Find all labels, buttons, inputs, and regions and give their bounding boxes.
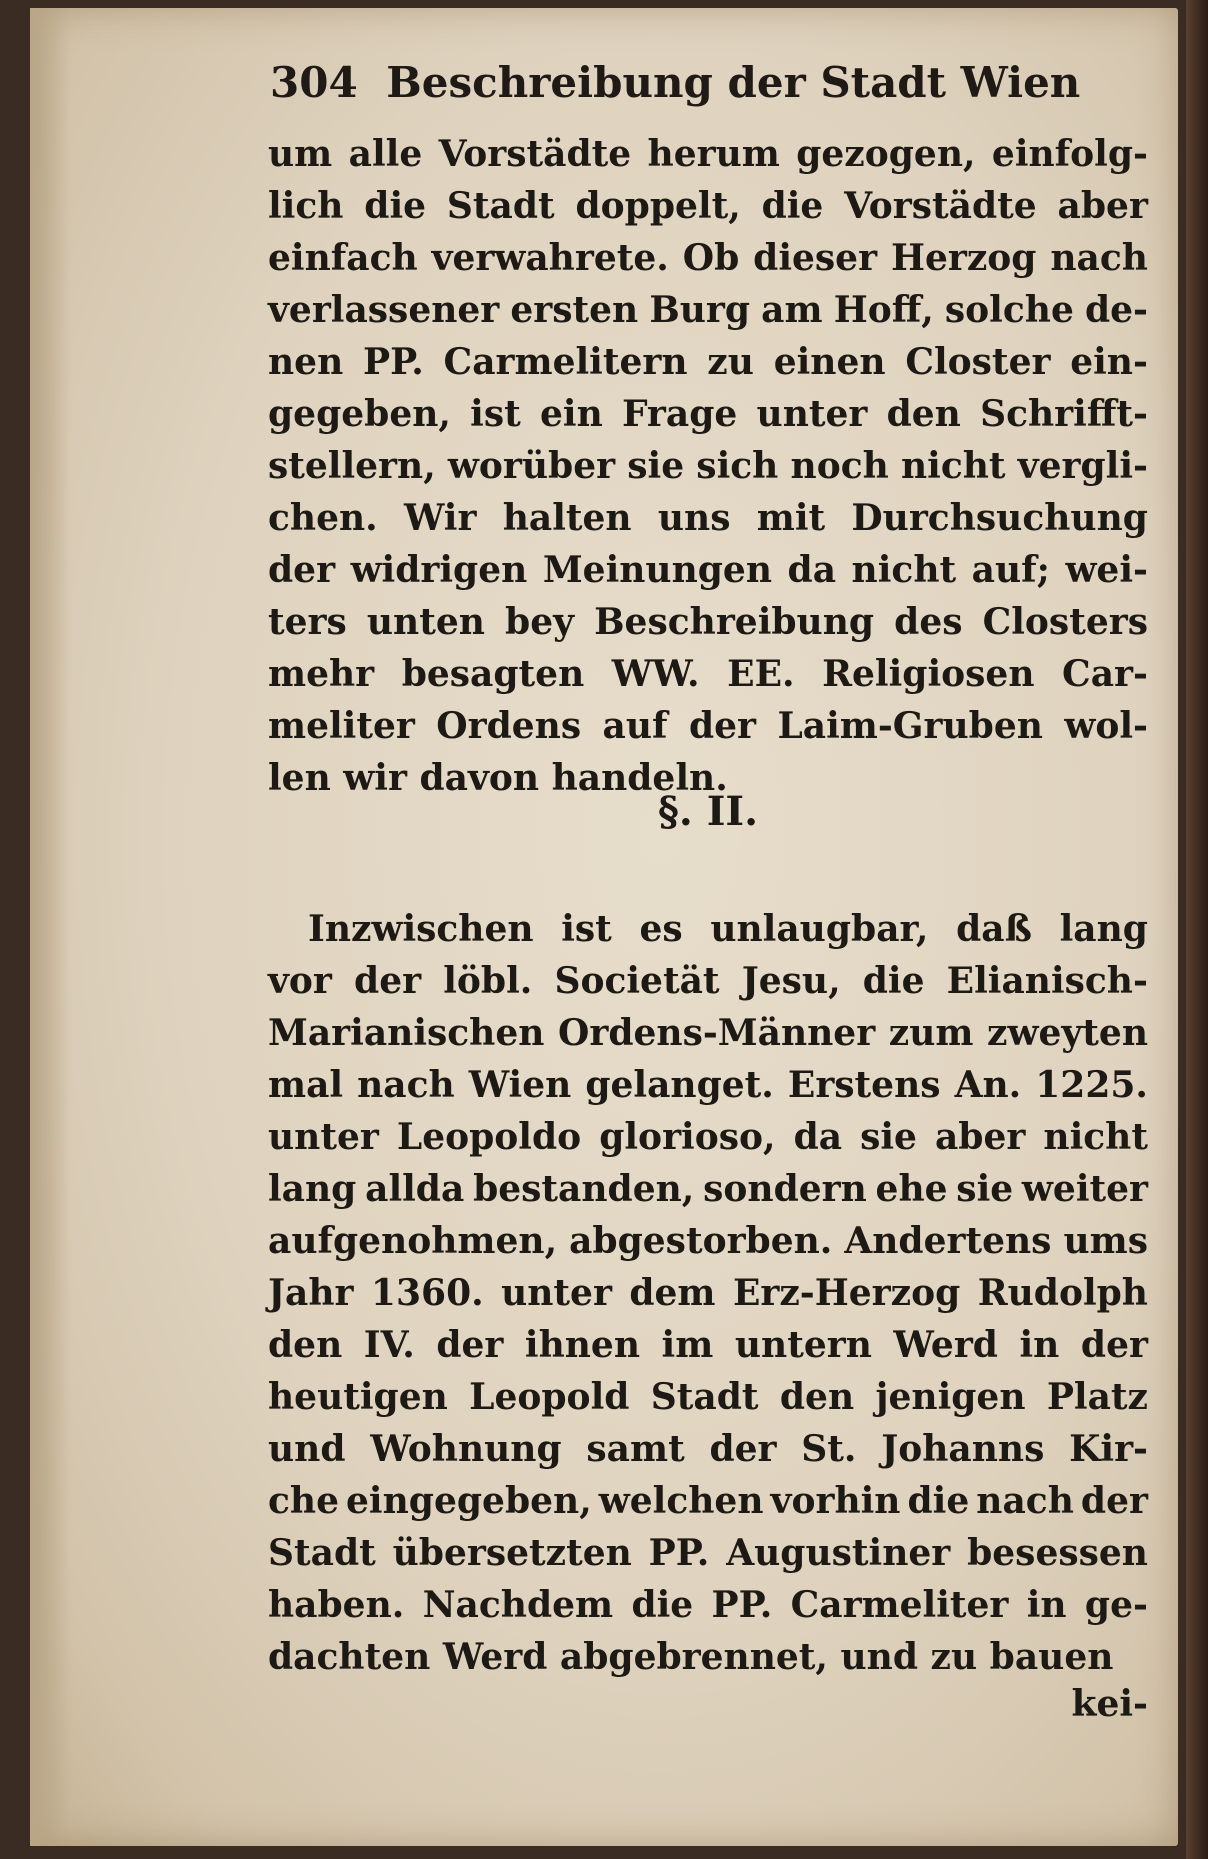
text-line: gegeben, ist ein Frage unter den Schrifft- [268, 393, 1148, 435]
book-spine [1186, 0, 1208, 1859]
text-line: haben. Nachdem die PP. Carmeliter in ge- [268, 1584, 1148, 1626]
page-number: 304 [270, 58, 358, 107]
text-line: vor der löbl. Societät Jesu, die Elianisch- [268, 960, 1148, 1002]
paragraph-2 [268, 903, 1148, 1683]
text-line: den IV. der ihnen im untern Werd in der [268, 1324, 1148, 1366]
text-line: meliter Ordens auf der Laim-Gruben wol- [268, 705, 1148, 747]
paragraph-1 [268, 128, 1148, 804]
section-heading: §. II. [657, 788, 759, 835]
text-line: Stadt übersetzten PP. Augustiner besessen [268, 1532, 1148, 1574]
text-line: mehr besagten WW. EE. Religiosen Car- [268, 653, 1148, 695]
page-body [268, 128, 1148, 1725]
text-line: ters unten bey Beschreibung des Closters [268, 601, 1148, 643]
text-line: nen PP. Carmelitern zu einen Closter ein- [268, 341, 1148, 383]
book-page [30, 8, 1178, 1846]
text-line: unter Leopoldo glorioso, da sie aber nicht [268, 1116, 1148, 1158]
text-line: Marianischen Ordens-Männer zum zweyten [268, 1012, 1148, 1054]
text-line: dachten Werd abgebrennet, und zu bauen [268, 1636, 1114, 1678]
text-line: heutigen Leopold Stadt den jenigen Platz [268, 1376, 1148, 1418]
text-line: chen. Wir halten uns mit Durchsuchung [268, 497, 1148, 539]
text-line: einfach verwahrete. Ob dieser Herzog nach [268, 237, 1148, 279]
text-line: che eingegeben, welchen vorhin die nach der [268, 1480, 1148, 1522]
text-line: stellern, worüber sie sich noch nicht vergli- [268, 445, 1148, 487]
text-line: verlassener ersten Burg am Hoff, solche de- [268, 289, 1148, 331]
text-line: der widrigen Meinungen da nicht auf; wei- [268, 549, 1148, 591]
text-line: lich die Stadt doppelt, die Vorstädte aber [268, 185, 1148, 227]
text-line: aufgenohmen, abgestorben. Andertens ums [268, 1220, 1148, 1262]
text-line: Jahr 1360. unter dem Erz-Herzog Rudolph [268, 1272, 1148, 1314]
text-line: len wir davon handeln. [268, 757, 728, 799]
text-line: Inzwischen ist es unlaugbar, daß lang [308, 908, 1148, 950]
text-line: mal nach Wien gelanget. Erstens An. 1225. [268, 1064, 1148, 1106]
page-header [270, 58, 1081, 118]
text-line: und Wohnung samt der St. Johanns Kir- [268, 1428, 1148, 1470]
page-gutter-shadow [30, 8, 70, 1846]
paragraph-2-wrapper [268, 903, 1148, 1735]
text-line: lang allda bestanden, sondern ehe sie weiter [268, 1168, 1148, 1210]
text-line: um alle Vorstädte herum gezogen, einfolg- [268, 133, 1148, 175]
running-title: Beschreibung der Stadt Wien [386, 58, 1081, 107]
catchword: kei- [1071, 1683, 1148, 1725]
